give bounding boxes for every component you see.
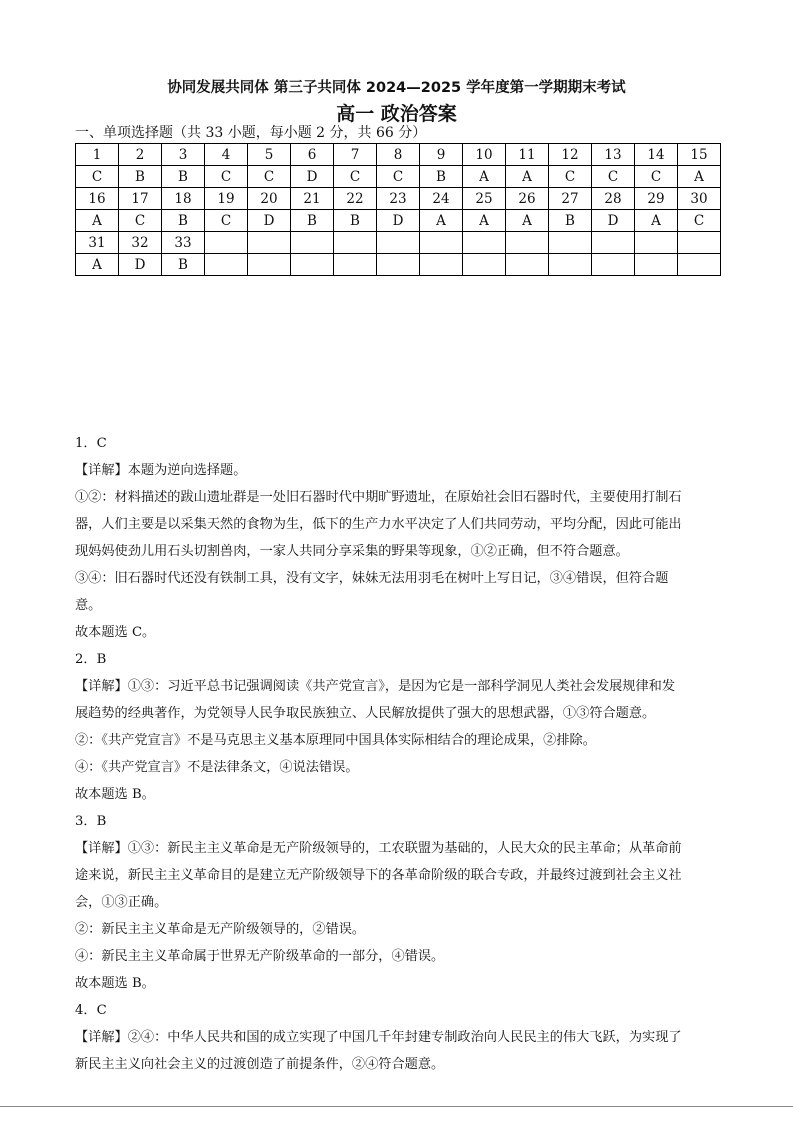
- question-number-cell: 2: [119, 144, 162, 166]
- question-number-cell: [334, 232, 377, 254]
- question-number-cell: [291, 232, 334, 254]
- answer-cell: [635, 254, 678, 276]
- answer-cell: D: [119, 254, 162, 276]
- question-number-cell: 8: [377, 144, 420, 166]
- answer-cell: [463, 254, 506, 276]
- question-number-cell: 9: [420, 144, 463, 166]
- explanation-line: 故本题选 B。: [75, 787, 155, 802]
- explanation-line: 会，①③正确。: [75, 895, 168, 910]
- question-number-cell: 28: [592, 188, 635, 210]
- explanation-content: [75, 430, 723, 1078]
- answer-cell: C: [678, 210, 721, 232]
- explanation-line: ②：新民主主义革命是无产阶级领导的，②错误。: [75, 922, 366, 937]
- answer-cell: C: [334, 166, 377, 188]
- question-number-cell: [248, 232, 291, 254]
- question-number-cell: 29: [635, 188, 678, 210]
- answer-cell: [377, 254, 420, 276]
- answer-cell: A: [635, 210, 678, 232]
- question-number-cell: [592, 232, 635, 254]
- question-number-cell: [377, 232, 420, 254]
- explanation-line: 新民主主义向社会主义的过渡创造了前提条件，②④符合题意。: [75, 1057, 445, 1072]
- question-number-cell: 30: [678, 188, 721, 210]
- question-number-cell: 25: [463, 188, 506, 210]
- question-number-cell: 17: [119, 188, 162, 210]
- question-number-cell: 22: [334, 188, 377, 210]
- question-number-cell: 13: [592, 144, 635, 166]
- answer-cell: A: [463, 210, 506, 232]
- answer-cell: B: [162, 166, 205, 188]
- answer-cell: A: [420, 210, 463, 232]
- answer-cell: [420, 254, 463, 276]
- explanation-line: 现妈妈使劲儿用石头切割兽肉，一家人共同分享采集的野果等现象，①②正确，但不符合题意。: [75, 544, 629, 559]
- answer-cell: C: [205, 166, 248, 188]
- answer-cell: A: [506, 166, 549, 188]
- answer-cell: A: [463, 166, 506, 188]
- question-number-cell: 4: [205, 144, 248, 166]
- answer-cell: A: [506, 210, 549, 232]
- answer-cell: [248, 254, 291, 276]
- question-number-row: [76, 232, 721, 254]
- answer-cell: [678, 254, 721, 276]
- question-number-cell: 7: [334, 144, 377, 166]
- answer-cell: D: [291, 166, 334, 188]
- answer-cell: D: [592, 210, 635, 232]
- answer-cell: A: [76, 254, 119, 276]
- question-number-cell: [678, 232, 721, 254]
- question-number-cell: 5: [248, 144, 291, 166]
- explanation-line: 【详解】①③：新民主主义革命是无产阶级领导的，工农联盟为基础的，人民大众的民主革命；从革命前: [75, 841, 682, 856]
- question-number-cell: 20: [248, 188, 291, 210]
- answer-cell: [291, 254, 334, 276]
- question-number-cell: 18: [162, 188, 205, 210]
- explanation-line: 【详解】本题为逆向选择题。: [75, 463, 247, 478]
- explanation-line: ④：新民主主义革命属于世界无产阶级革命的一部分，④错误。: [75, 949, 445, 964]
- question-number-row: [76, 144, 721, 166]
- explanation-line: 3．B: [75, 814, 107, 829]
- answer-row: [76, 254, 721, 276]
- exam-title: 协同发展共同体 第三子共同体 2024—2025 学年度第一学期期末考试: [167, 80, 626, 96]
- question-number-cell: [635, 232, 678, 254]
- question-number-cell: 27: [549, 188, 592, 210]
- question-number-cell: 31: [76, 232, 119, 254]
- explanation-line: ②：《共产党宣言》不是马克思主义基本原理同中国具体实际相结合的理论成果，②排除。: [75, 733, 596, 748]
- section-heading: 一、单项选择题（共 33 小题，每小题 2 分，共 66 分）: [75, 125, 427, 141]
- answer-cell: [549, 254, 592, 276]
- question-number-cell: 12: [549, 144, 592, 166]
- answer-cell: C: [76, 166, 119, 188]
- question-number-cell: 3: [162, 144, 205, 166]
- answer-cell: B: [549, 210, 592, 232]
- explanation-line: ③④：旧石器时代还没有铁制工具，没有文字，妹妹无法用羽毛在树叶上写日记，③④错误，但符合题: [75, 571, 669, 586]
- answer-cell: B: [162, 254, 205, 276]
- question-number-cell: 24: [420, 188, 463, 210]
- explanation-line: 途来说，新民主主义革命目的是建立无产阶级领导下的各革命阶级的联合专政，并最终过渡到社会主义社: [75, 868, 682, 883]
- answer-cell: [506, 254, 549, 276]
- question-number-cell: 21: [291, 188, 334, 210]
- explanation-line: 2．B: [75, 652, 107, 667]
- question-number-cell: 26: [506, 188, 549, 210]
- answer-cell: A: [678, 166, 721, 188]
- question-number-cell: 11: [506, 144, 549, 166]
- answer-row: [76, 166, 721, 188]
- explanation-line: 【详解】①③：习近平总书记强调阅读《共产党宣言》，是因为它是一部科学洞见人类社会发展规律和发: [75, 679, 676, 694]
- answer-cell: B: [420, 166, 463, 188]
- answer-cell: C: [119, 210, 162, 232]
- question-number-cell: 32: [119, 232, 162, 254]
- explanation-line: 1．C: [75, 436, 107, 451]
- question-number-cell: 10: [463, 144, 506, 166]
- answer-cell: C: [635, 166, 678, 188]
- question-number-cell: [420, 232, 463, 254]
- explanation-line: 【详解】②④：中华人民共和国的成立实现了中国几千年封建专制政治向人民民主的伟大飞跃，为实现了: [75, 1030, 682, 1045]
- question-number-cell: [205, 232, 248, 254]
- explanation-line: ④：《共产党宣言》不是法律条文，④说法错误。: [75, 760, 359, 775]
- explanation-line: ①②：材料描述的跋山遗址群是一处旧石器时代中期旷野遗址，在原始社会旧石器时代，主要使用打制石: [75, 490, 682, 505]
- explanation-line: 器，人们主要是以采集天然的食物为生，低下的生产力水平决定了人们共同劳动，平均分配，因此可能出: [75, 517, 682, 532]
- question-number-cell: 1: [76, 144, 119, 166]
- answer-cell: C: [549, 166, 592, 188]
- answer-cell: [592, 254, 635, 276]
- question-number-cell: [506, 232, 549, 254]
- explanation-line: 意。: [75, 598, 102, 613]
- answer-cell: D: [248, 210, 291, 232]
- question-number-cell: 16: [76, 188, 119, 210]
- explanation-line: 展趋势的经典著作，为党领导人民争取民族独立、人民解放提供了强大的思想武器，①③符合题意。: [75, 706, 656, 721]
- answer-cell: B: [119, 166, 162, 188]
- answer-cell: C: [248, 166, 291, 188]
- explanation-line: 4．C: [75, 1003, 107, 1018]
- answer-cell: B: [334, 210, 377, 232]
- answer-cell: C: [377, 166, 420, 188]
- question-number-row: [76, 188, 721, 210]
- answer-cell: B: [162, 210, 205, 232]
- question-number-cell: 33: [162, 232, 205, 254]
- question-number-cell: 14: [635, 144, 678, 166]
- question-number-cell: 6: [291, 144, 334, 166]
- answer-row: [76, 210, 721, 232]
- answer-cell: [334, 254, 377, 276]
- question-number-cell: 15: [678, 144, 721, 166]
- answer-cell: D: [377, 210, 420, 232]
- answer-cell: A: [76, 210, 119, 232]
- explanation-line: 故本题选 C。: [75, 625, 156, 640]
- explanation-line: 故本题选 B。: [75, 976, 155, 991]
- page-bottom-divider: [0, 1106, 793, 1107]
- exam-subtitle: 高一 政治答案: [336, 103, 457, 125]
- question-number-cell: 23: [377, 188, 420, 210]
- answer-cell: C: [592, 166, 635, 188]
- question-number-cell: [549, 232, 592, 254]
- question-number-cell: 19: [205, 188, 248, 210]
- answer-table: [75, 143, 721, 276]
- question-number-cell: [463, 232, 506, 254]
- answer-cell: B: [291, 210, 334, 232]
- answer-cell: C: [205, 210, 248, 232]
- answer-cell: [205, 254, 248, 276]
